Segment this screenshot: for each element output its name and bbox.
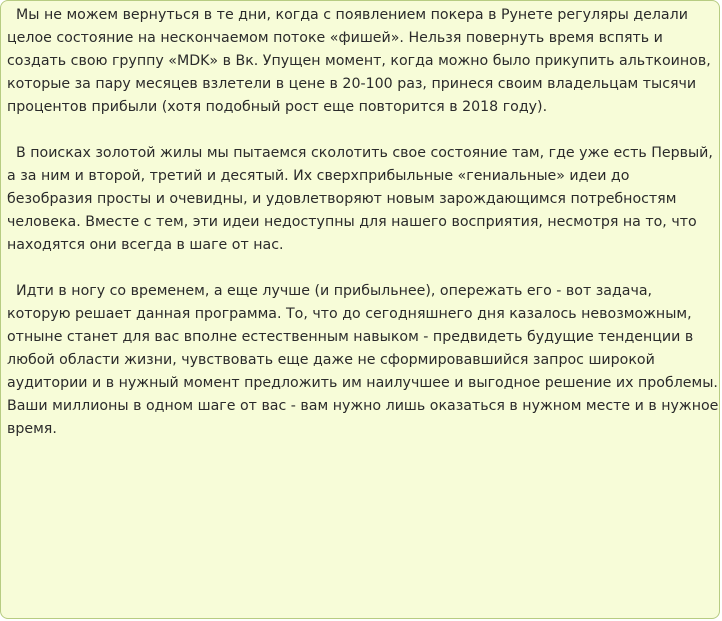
document-body bbox=[7, 4, 719, 464]
paragraph-3: Идти в ногу со временем, а еще лучше (и прибыльнее), опережать его - вот задача, которую решает данная программа. То, что до сегодняшнего дня казалось невозможным, отныне станет для вас вполне естественным навыком - предвидеть будущие тенденции в любой области жизни, чувствовать еще даже не сформировавшийся запрос широкой аудитории и в нужный момент предложить им наилучшее и выгодное решение их проблемы. Ваши миллионы в одном шаге от вас - вам нужно лишь оказаться в нужном месте и в нужное время. bbox=[7, 283, 719, 437]
paragraph-2: В поисках золотой жилы мы пытаемся сколотить свое состояние там, где уже есть Первый, а за ним и второй, третий и десятый. Их сверхприбыльные «гениальные» идеи до безобразия просты и очевидны, и удовлетворяют новым зарождающимся потребностям человека. Вместе с тем, эти идеи недоступны для нашего восприятия, несмотря на то, что находятся они всегда в шаге от нас. bbox=[7, 145, 713, 253]
paragraph-1: Мы не можем вернуться в те дни, когда с появлением покера в Рунете регуляры делали целое состояние на нескончаемом потоке «фишей». Нельзя повернуть время вспять и создать свою группу «MDK» в Вк. Упущен момент, когда можно было прикупить альткоинов, которые за пару месяцев взлетели в цене в 20-100 раз, принеся своим владельцам тысячи процентов прибыли (хотя подобный рост еще повторится в 2018 году). bbox=[7, 7, 711, 115]
